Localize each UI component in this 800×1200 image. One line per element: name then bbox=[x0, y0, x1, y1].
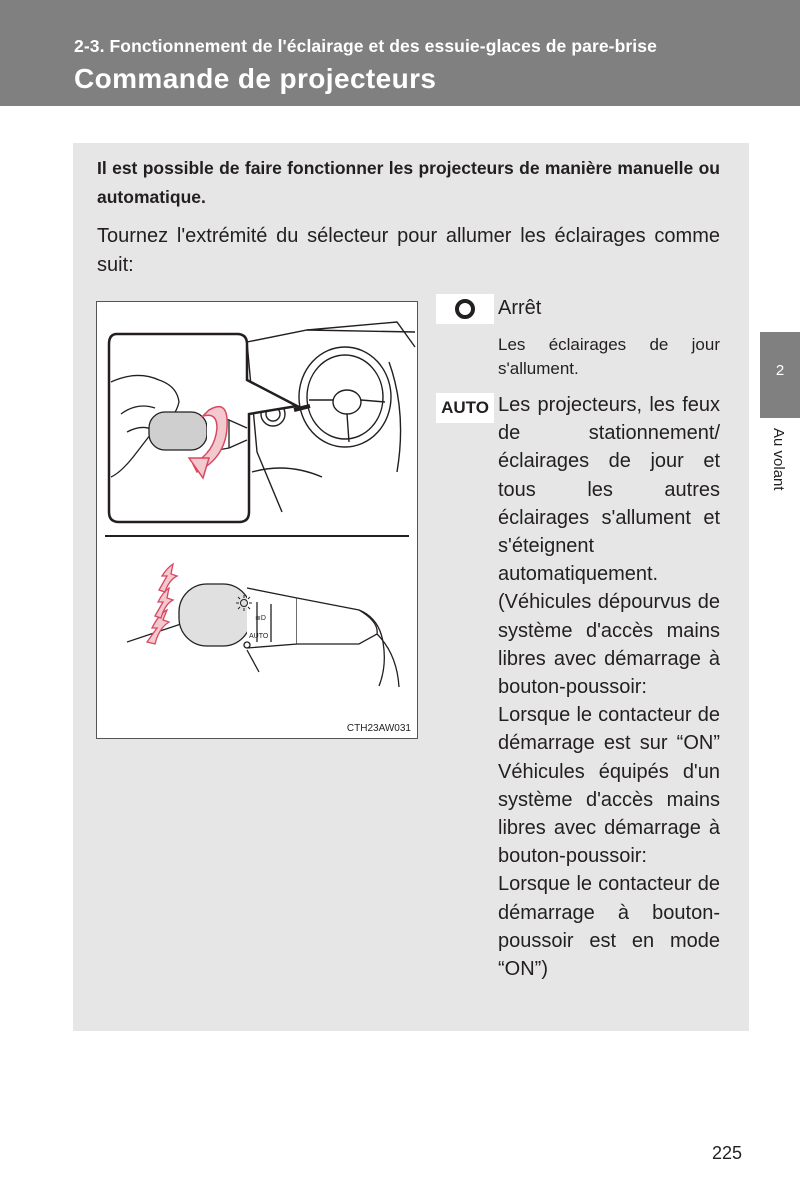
off-description: Les éclairages de jour s'allument. bbox=[498, 335, 720, 378]
up-arrow-icon-3 bbox=[159, 564, 177, 592]
switch-mark-auto: AUTO bbox=[249, 633, 269, 640]
chapter-label-text: Au volant bbox=[770, 428, 787, 491]
circle-icon bbox=[436, 294, 494, 324]
illustration-drawing bbox=[97, 302, 417, 738]
intro-bold-paragraph: Il est possible de faire fonctionner les projecteurs de manière manuelle ou automatique. bbox=[97, 158, 720, 207]
chapter-tab bbox=[760, 332, 800, 418]
page-header bbox=[0, 0, 800, 106]
auto-description: Les projecteurs, les feux de stationnement/ éclairages de jour et tous les autres éclairages s'allument et s'éteignent automatiquement. (Véhicules dépourvus de système d'accès mains libres avec démarrage à bouton-poussoir: Lorsque le contacteur de démarrage est sur “ON” Véhicules équipés d'un système d'accès mains libres avec démarrage à bouton-poussoir: Lorsque le contacteur de démarrage à bouton-poussoir est en mode “ON”) bbox=[498, 394, 720, 981]
switch-tip bbox=[179, 584, 251, 646]
switch-mark-headlight-icon: ≣D bbox=[255, 615, 266, 622]
page-title: Commande de projecteurs bbox=[74, 63, 437, 94]
intro-paragraph: Tournez l'extrémité du sélecteur pour allumer les éclairages comme suit: bbox=[97, 225, 720, 276]
auto-symbol: AUTO bbox=[436, 393, 494, 423]
dash-outline bbox=[247, 330, 415, 342]
windshield-edge bbox=[307, 322, 415, 347]
chapter-label bbox=[767, 428, 791, 512]
dash-right bbox=[389, 362, 401, 472]
steering-wheel-inner bbox=[307, 355, 383, 439]
dash-panel bbox=[252, 468, 322, 477]
stalk-body bbox=[297, 598, 377, 644]
headlight-switch-illustration bbox=[96, 301, 418, 739]
off-label: Arrêt bbox=[498, 297, 542, 319]
stalk-collar bbox=[377, 634, 399, 687]
page-number: 225 bbox=[712, 1143, 743, 1163]
section-title: 2-3. Fonctionnement de l'éclairage et des essuie-glaces de pare-brise bbox=[74, 36, 657, 56]
chapter-number: 2 bbox=[775, 362, 785, 379]
figure-code: CTH23AW031 bbox=[346, 723, 411, 734]
leader-line bbox=[247, 650, 259, 672]
off-symbol-box bbox=[436, 294, 494, 324]
dash-lower bbox=[247, 342, 282, 512]
switch-knob-zoom bbox=[149, 412, 207, 450]
steering-hub bbox=[333, 390, 361, 414]
steering-wheel-outer bbox=[299, 347, 391, 447]
